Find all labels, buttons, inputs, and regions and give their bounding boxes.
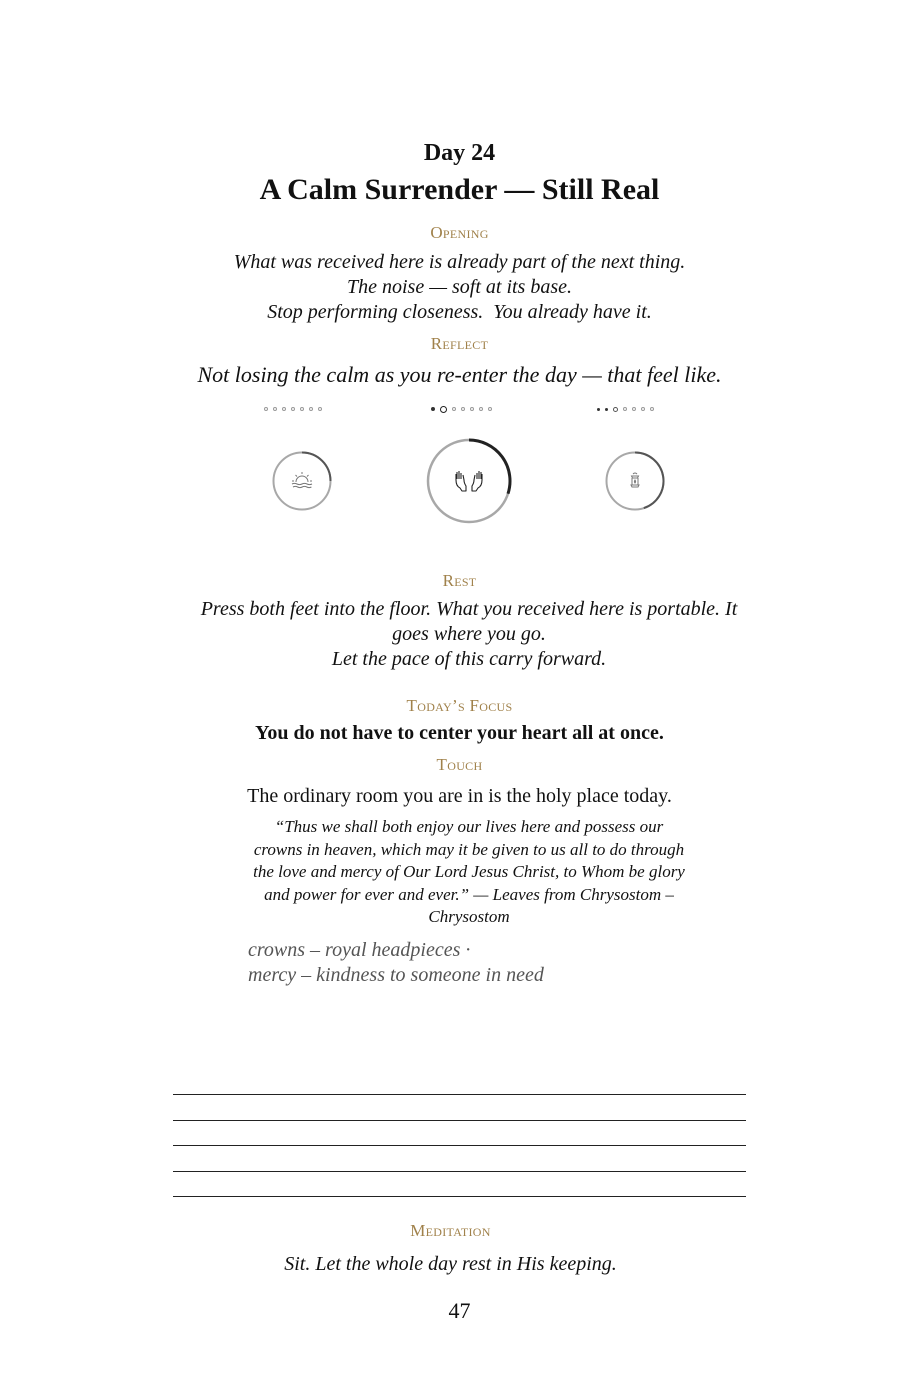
- meditation-label: Meditation: [410, 1221, 491, 1240]
- day-number: Day 24: [423, 140, 496, 166]
- rest-text: [180, 597, 758, 672]
- glossary-line: mercy – kindness to someone in need: [248, 964, 544, 986]
- journal-line[interactable]: [173, 1196, 746, 1197]
- step-dot: [309, 407, 313, 411]
- step-dot: [431, 407, 435, 411]
- step-dot: [318, 407, 322, 411]
- ring-progress: [302, 453, 331, 482]
- reflect-label: Reflect: [430, 334, 489, 353]
- rest-label: Rest: [442, 571, 477, 590]
- step-dot: [264, 407, 268, 411]
- ring-progress: [635, 453, 664, 509]
- step-dot: [597, 408, 600, 411]
- journal-line[interactable]: [173, 1120, 746, 1121]
- page-number: 47: [448, 1298, 471, 1323]
- meditation-text: Sit. Let the whole day rest in His keeping.: [284, 1253, 617, 1275]
- step-dot: [488, 407, 492, 411]
- hands-progress-ring[interactable]: [426, 438, 512, 524]
- glossary: [248, 938, 748, 988]
- step-dot: [282, 407, 286, 411]
- rest-line: Let the pace of this carry forward.: [331, 648, 607, 670]
- open-hands-icon: [456, 471, 482, 491]
- journal-line[interactable]: [173, 1094, 746, 1095]
- step-dot: [300, 407, 304, 411]
- focus-label: Today’s Focus: [406, 696, 513, 715]
- step-dot: [470, 407, 474, 411]
- step-dot: [461, 407, 465, 411]
- opening-line: Stop performing closeness. You already have it.: [267, 301, 652, 323]
- sunrise-icon: [292, 472, 312, 488]
- step-dot: [479, 407, 483, 411]
- step-dot-current: [440, 406, 447, 413]
- step-dot: [605, 408, 608, 411]
- sunrise-progress-ring[interactable]: [272, 451, 332, 511]
- step-dot-current: [613, 407, 618, 412]
- journal-line[interactable]: [173, 1171, 746, 1172]
- scripture-quote: “Thus we shall both enjoy our lives here and possess our crowns in heaven, which may it be given to us all to do through the love and mercy of Our Lord Jesus Christ, to Whom be glory and power for ever and ever.” — Leaves from Chrysostom – Chrysostom: [253, 817, 685, 926]
- lantern-progress-ring[interactable]: [605, 451, 665, 511]
- step-dots-1: [264, 404, 322, 414]
- step-dot: [641, 407, 645, 411]
- step-dots-3: [597, 404, 654, 414]
- opening-line: What was received here is already part of the next thing.: [233, 251, 686, 273]
- reflect-text: Not losing the calm as you re-enter the day — that feel like.: [197, 362, 722, 387]
- focus-text: You do not have to center your heart all at once.: [255, 722, 664, 744]
- journal-line[interactable]: [173, 1145, 746, 1146]
- journal-lines[interactable]: [173, 1094, 746, 1222]
- opening-label: Opening: [430, 223, 489, 242]
- step-dot: [632, 407, 636, 411]
- step-dot: [650, 407, 654, 411]
- step-dot: [623, 407, 627, 411]
- lantern-icon: [631, 473, 639, 487]
- touch-text: The ordinary room you are in is the holy place today.: [247, 785, 672, 807]
- opening-line: The noise — soft at its base.: [346, 276, 572, 298]
- touch-label: Touch: [436, 755, 483, 774]
- step-dot: [452, 407, 456, 411]
- page-title: A Calm Surrender — Still Real: [259, 173, 660, 206]
- glossary-line: crowns – royal headpieces ·: [248, 939, 471, 961]
- step-dot: [291, 407, 295, 411]
- opening-text: [0, 250, 919, 325]
- step-dots-2: [431, 404, 492, 414]
- ring-progress: [469, 440, 510, 494]
- rest-line: Press both feet into the floor. What you received here is portable. It goes where you go.: [200, 598, 738, 645]
- step-dot: [273, 407, 277, 411]
